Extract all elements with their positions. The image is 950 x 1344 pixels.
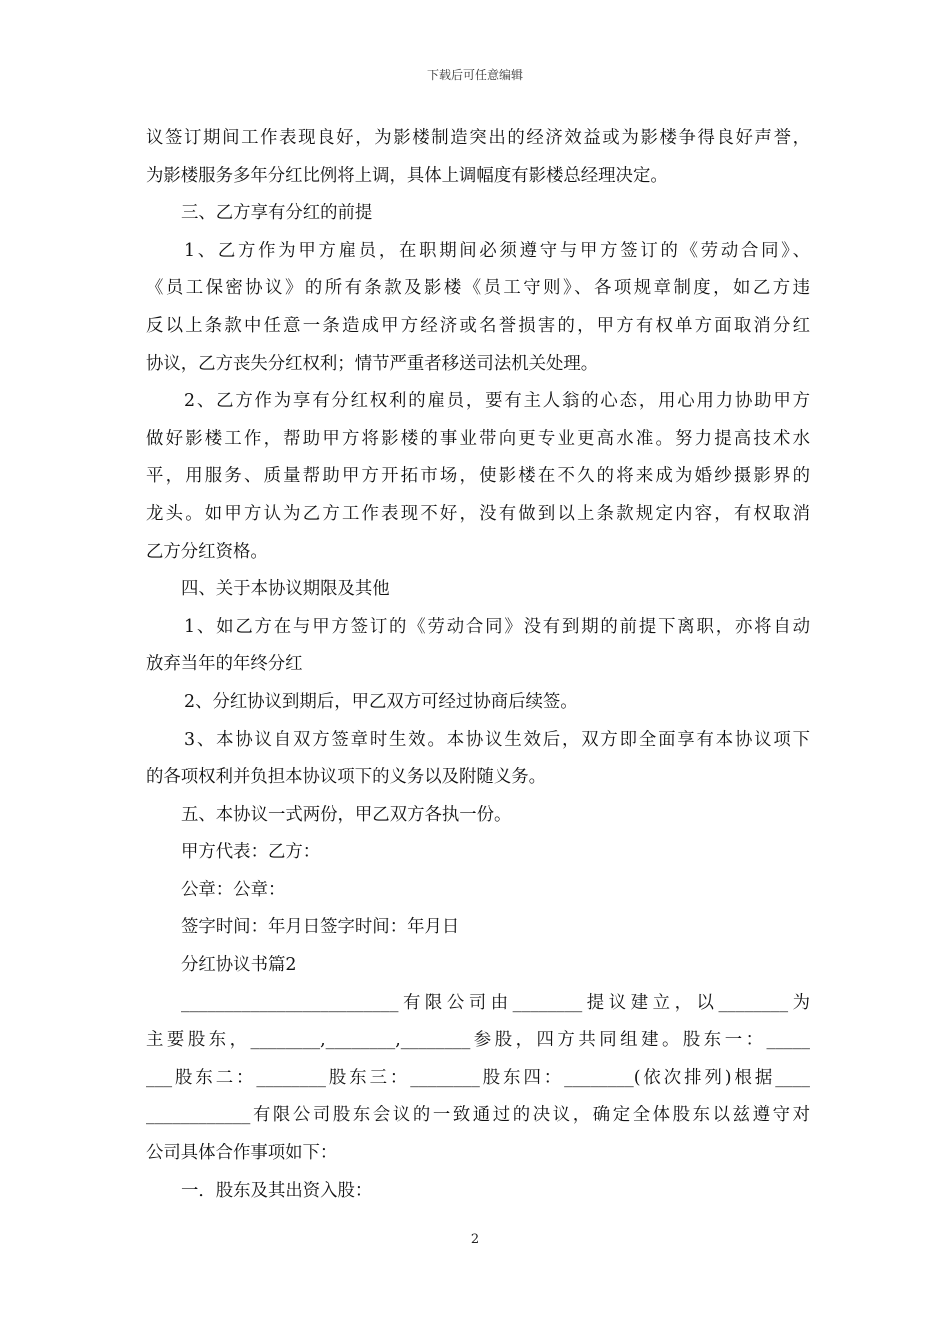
- paragraph-line: 乙方分红资格。: [146, 541, 268, 562]
- paragraph-line: _________________________有限公司由________提议建立，以________为: [181, 992, 810, 1013]
- section-heading: 一．股东及其出资入股：: [181, 1180, 373, 1201]
- paragraph-line: 放弃当年的年终分红: [146, 654, 303, 675]
- section-heading: 四、关于本协议期限及其他: [181, 579, 390, 600]
- section-heading: 五、本协议一式两份，甲乙双方各执一份。: [181, 804, 512, 825]
- paragraph-line: 龙头。如甲方认为乙方工作表现不好，没有做到以上条款规定内容，有权取消: [146, 503, 810, 524]
- sign-date-line: 签字时间：年月日签字时间：年月日: [181, 917, 460, 938]
- paragraph-line: ____________有限公司股东会议的一致通过的决议，确定全体股东以兹遵守对: [146, 1105, 810, 1126]
- paragraph-line: 反以上条款中任意一条造成甲方经济或名誉损害的，甲方有权单方面取消分红: [146, 315, 810, 336]
- paragraph-line: 的各项权利并负担本协议项下的义务以及附随义务。: [146, 767, 546, 788]
- page-header: 下载后可任意编辑: [426, 68, 523, 82]
- page-number: 2: [470, 1232, 480, 1247]
- paragraph-line: 平，用服务、质量帮助甲方开拓市场，使影楼在不久的将来成为婚纱摄影界的: [146, 466, 810, 487]
- section-title: 分红协议书篇2: [181, 955, 297, 976]
- paragraph-line: 协议，乙方丧失分红权利；情节严重者移送司法机关处理。: [146, 353, 599, 374]
- paragraph-line: 为影楼服务多年分红比例将上调，具体上调幅度有影楼总经理决定。: [146, 165, 668, 186]
- paragraph-line: 做好影楼工作，帮助甲方将影楼的事业带向更专业更高水准。努力提高技术水: [146, 428, 810, 449]
- signature-line: 甲方代表：乙方：: [181, 842, 321, 863]
- document-body: [146, 120, 810, 1210]
- paragraph-line: 1、如乙方在与甲方签订的《劳动合同》没有到期的前提下离职，亦将自动: [184, 616, 810, 637]
- paragraph-line: 《员工保密协议》的所有条款及影楼《员工守则》、各项规章制度，如乙方违: [146, 278, 810, 299]
- paragraph-line: 议签订期间工作表现良好，为影楼制造突出的经济效益或为影楼争得良好声誉，: [146, 128, 810, 148]
- paragraph-line: 公司具体合作事项如下：: [146, 1143, 338, 1164]
- paragraph-line: ___股东二：________股东三：________股东四：________(依次排列)根据____: [146, 1067, 810, 1088]
- seal-line: 公章：公章：: [181, 879, 286, 900]
- paragraph-line: 主要股东，________,________,________参股，四方共同组建。股东一：_____: [146, 1030, 810, 1051]
- paragraph-line: 3、本协议自双方签章时生效。本协议生效后，双方即全面享有本协议项下: [184, 729, 810, 750]
- paragraph-line: 1、乙方作为甲方雇员，在职期间必须遵守与甲方签订的《劳动合同》、: [184, 240, 810, 261]
- paragraph-line: 2、乙方作为享有分红权利的雇员，要有主人翁的心态，用心用力协助甲方: [184, 391, 810, 412]
- paragraph-line: 2、分红协议到期后，甲乙双方可经过协商后续签。: [184, 691, 578, 712]
- section-heading: 三、乙方享有分红的前提: [181, 203, 373, 224]
